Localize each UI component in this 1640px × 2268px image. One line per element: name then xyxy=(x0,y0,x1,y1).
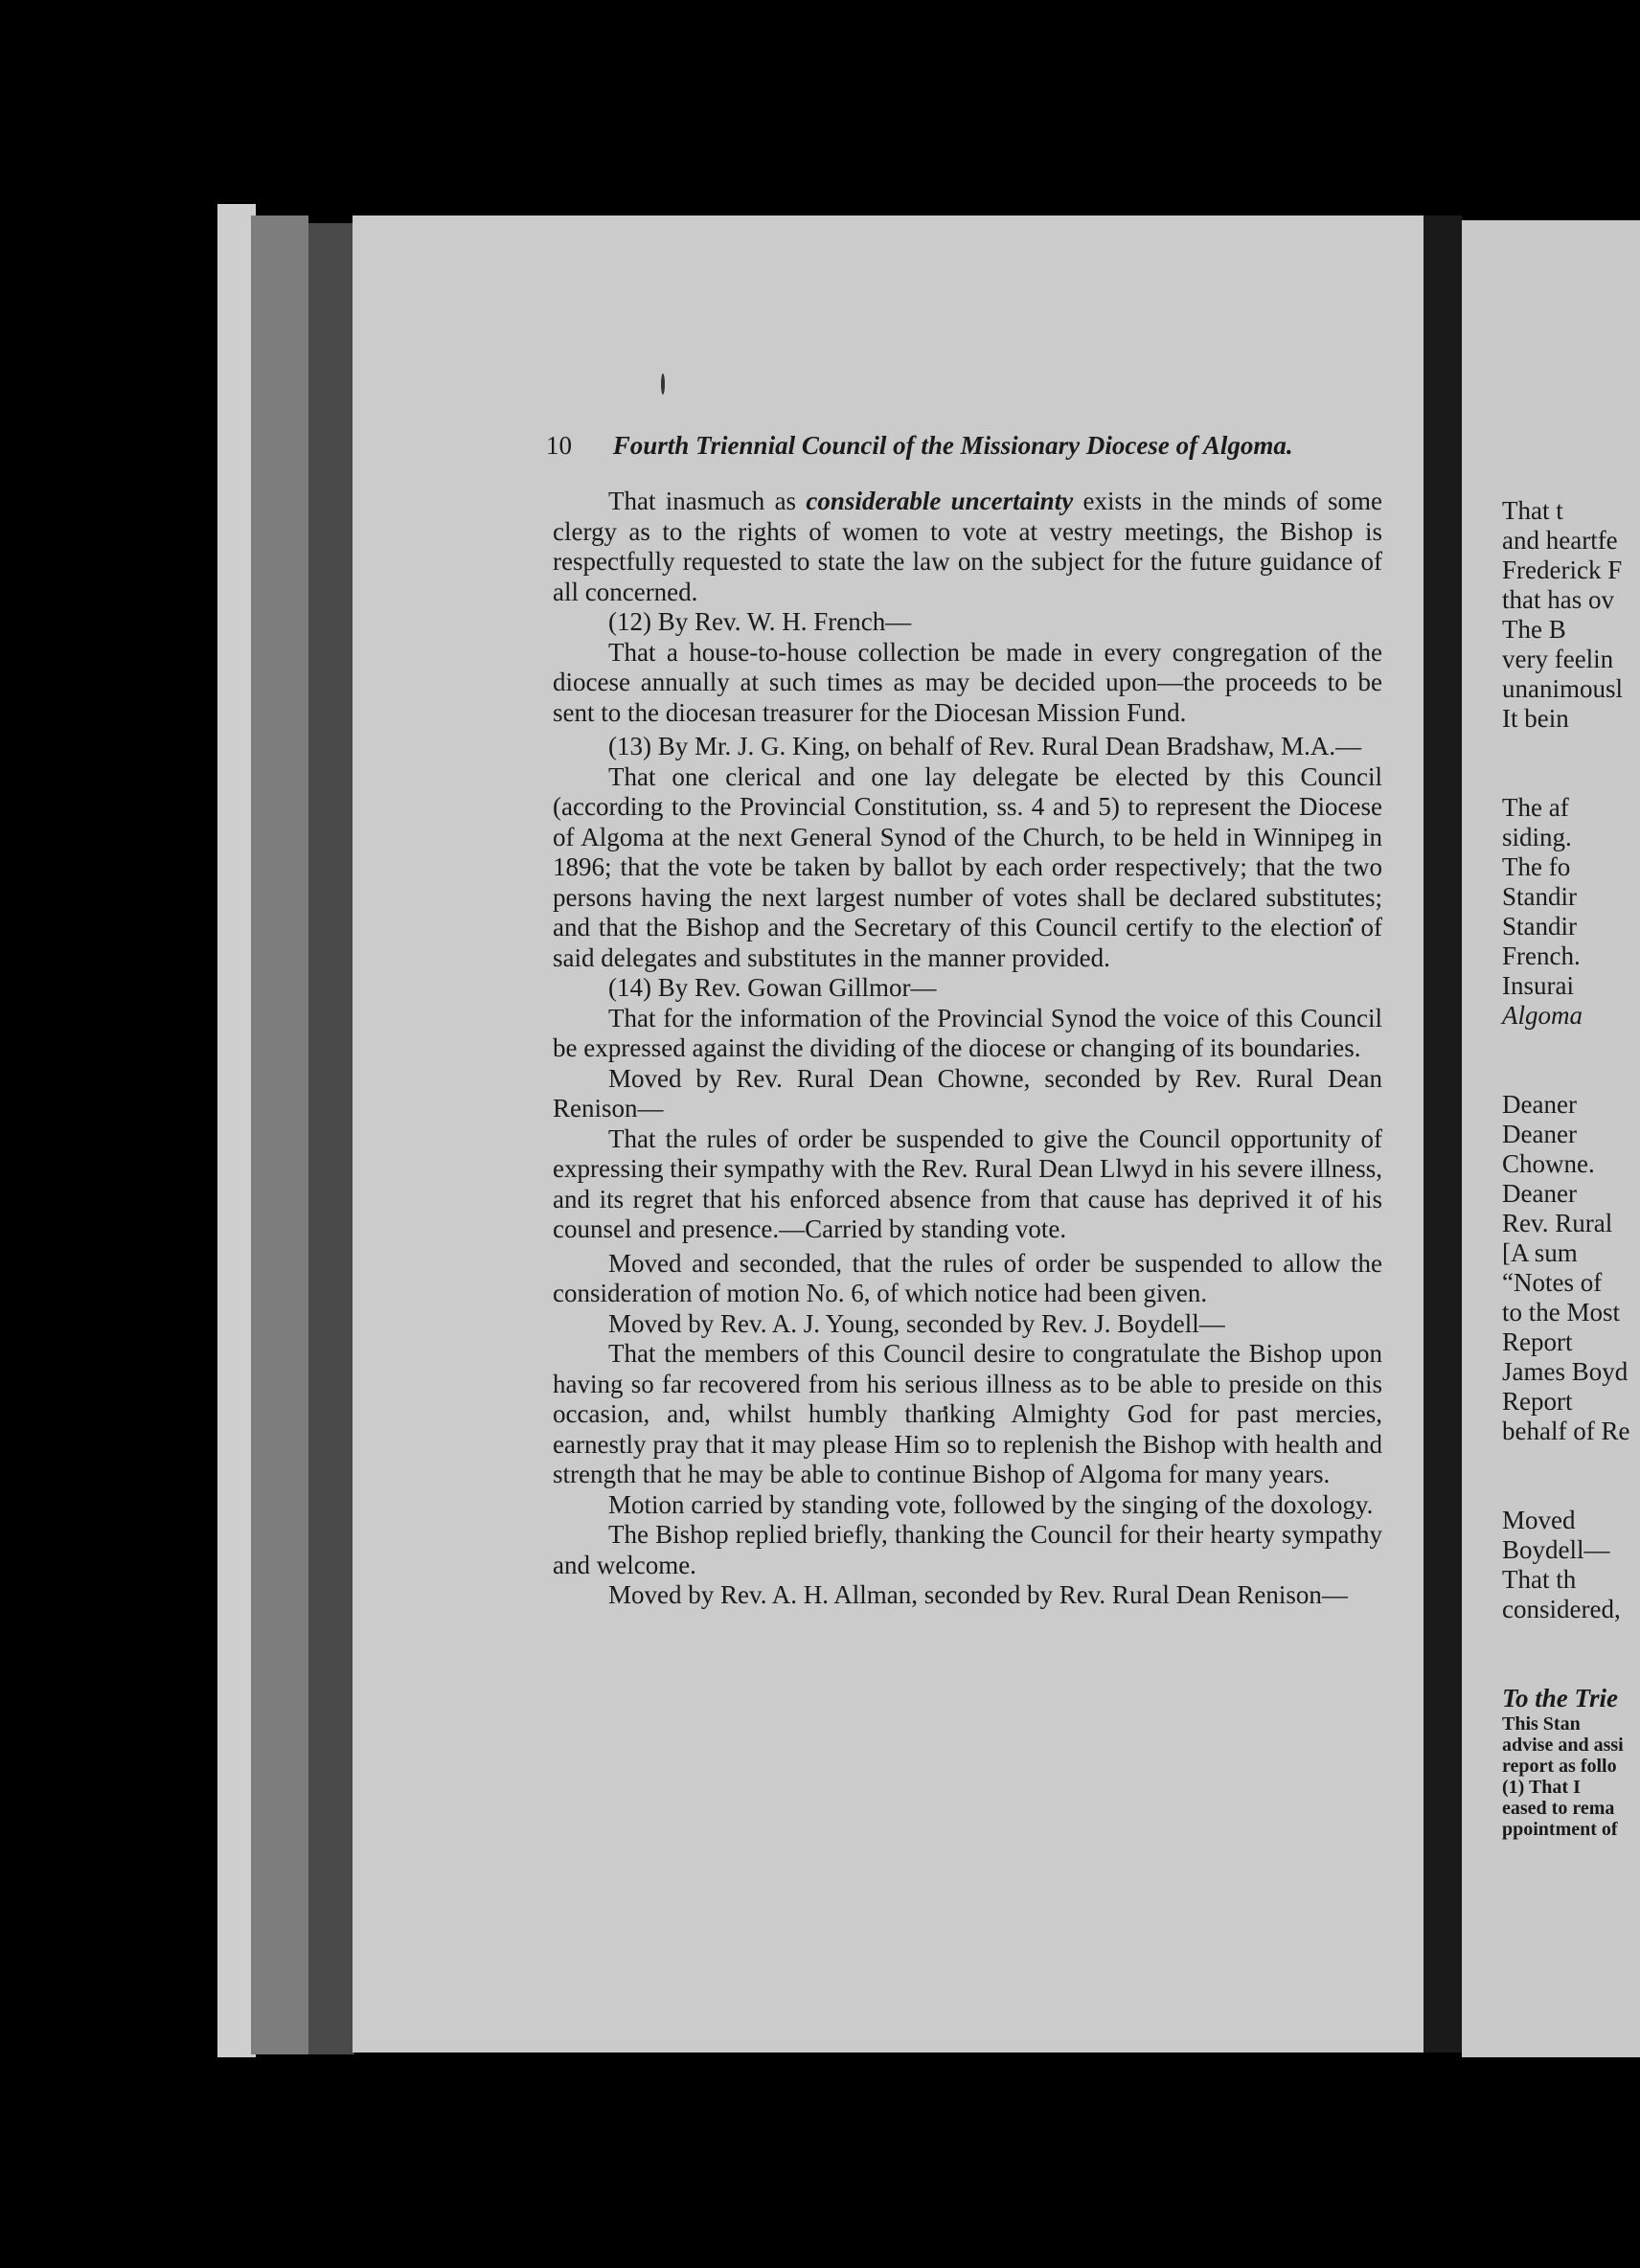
paragraph-text: That inasmuch as xyxy=(608,487,807,515)
page-body xyxy=(553,487,1382,1611)
facing-page-line: The B xyxy=(1502,615,1566,644)
facing-page-line: Deaner xyxy=(1502,1179,1577,1208)
facing-page-line: unanimousl xyxy=(1502,674,1623,703)
facing-page-line: Standir xyxy=(1502,912,1577,941)
facing-page-line: advise and assi xyxy=(1502,1735,1624,1756)
facing-page-line: very feelin xyxy=(1502,645,1614,673)
facing-page-line: James Boyd xyxy=(1502,1357,1629,1386)
facing-page-line: Standir xyxy=(1502,882,1577,911)
emphasis-text: considerable uncertainty xyxy=(806,487,1074,515)
paragraph: Moved by Rev. Rural Dean Chowne, seconded by Rev. Rural Dean Renison— xyxy=(553,1063,1382,1123)
facing-page-line xyxy=(1502,1446,1640,1476)
facing-page-line: Chowne. xyxy=(1502,1149,1595,1178)
facing-page-line: Frederick F xyxy=(1502,556,1623,584)
paragraph: That the members of this Council desire to congratulate the Bishop upon having so far recovered from his serious illness as to be able to preside on this occasion, and, whilst humbly thanking Almighty God for past mercies, earnestly pray that it may please Him so to replenish the Bishop with health and strength that he may be able to continue Bishop of Algoma for many years. xyxy=(553,1339,1382,1488)
facing-page-line: Moved xyxy=(1502,1506,1576,1534)
paragraph: That for the information of the Provincial Synod the voice of this Council be expressed against the dividing of the diocese or changing of its boundaries. xyxy=(553,1003,1382,1062)
facing-page-line: siding. xyxy=(1502,823,1572,851)
facing-page-line: Deaner xyxy=(1502,1090,1577,1119)
facing-page-line: That t xyxy=(1502,496,1563,525)
facing-page-line: Deaner xyxy=(1502,1120,1577,1148)
facing-page-line: report as follo xyxy=(1502,1756,1617,1777)
facing-page-line: [A sum xyxy=(1502,1238,1578,1267)
facing-page-line: The af xyxy=(1502,793,1569,822)
facing-page-line: Insurai xyxy=(1502,971,1574,1000)
facing-page-line: French. xyxy=(1502,941,1581,970)
facing-page-line xyxy=(1502,1624,1640,1654)
facing-page-line: Rev. Rural xyxy=(1502,1209,1613,1237)
page-edge xyxy=(217,204,256,2057)
facing-page-line: To the Trie xyxy=(1502,1684,1618,1712)
facing-page-text xyxy=(1502,496,1640,1840)
facing-page-line: eased to rema xyxy=(1502,1798,1615,1819)
paragraph-text: exists in the minds of some clergy as to the rights of women to vote at vestry meetings, the Bishop is respectfully requested to state the law on the subject for the future guidance of all concerned. xyxy=(553,487,1383,606)
running-title: Fourth Triennial Council of the Missionary Diocese of Algoma. xyxy=(612,431,1293,460)
paragraph: (12) By Rev. W. H. French— xyxy=(608,607,912,636)
paragraph: (13) By Mr. J. G. King, on behalf of Rev. Rural Dean Bradshaw, M.A.— xyxy=(608,732,1362,760)
facing-page-line: considered, xyxy=(1502,1595,1621,1623)
book-gutter xyxy=(1424,215,1462,2053)
paragraph: Moved and seconded, that the rules of order be suspended to allow the consideration of motion No. 6, of which notice had been given. xyxy=(553,1248,1382,1307)
paragraph: Moved by Rev. A. J. Young, seconded by Rev. J. Boydell— xyxy=(608,1308,1225,1338)
paragraph: That the rules of order be suspended to give the Council opportunity of expressing their sympathy with the Rev. Rural Dean Llwyd in his severe illness, and its regret that his enforced absence from that cause has deprived it of his counsel and presence.—Carried by standing vote. xyxy=(553,1123,1382,1243)
facing-page-line: Report xyxy=(1502,1327,1573,1356)
scan-mark xyxy=(661,374,665,395)
paragraph: The Bishop replied briefly, thanking the Council for their hearty sympathy and welcome. xyxy=(553,1520,1382,1579)
facing-page-line: Algoma xyxy=(1502,1001,1583,1030)
facing-page-line: and heartfe xyxy=(1502,526,1618,555)
facing-page-line: that has ov xyxy=(1502,585,1614,614)
facing-page-line: (1) That I xyxy=(1502,1777,1581,1798)
facing-page-line: to the Most xyxy=(1502,1298,1621,1327)
paragraph: Moved by Rev. A. H. Allman, seconded by Rev. Rural Dean Renison— xyxy=(608,1580,1348,1609)
paragraph: Motion carried by standing vote, followed by the singing of the doxology. xyxy=(608,1489,1374,1519)
facing-page-line xyxy=(1502,1654,1640,1684)
page-edge xyxy=(251,215,308,2054)
facing-page-line xyxy=(1502,763,1640,793)
facing-page-line: behalf of Re xyxy=(1502,1417,1630,1445)
facing-page-line: ppointment of xyxy=(1502,1819,1618,1840)
facing-page-line: It bein xyxy=(1502,704,1569,733)
facing-page-line xyxy=(1502,1060,1640,1090)
facing-page-line xyxy=(1502,1476,1640,1506)
facing-page-line xyxy=(1502,734,1640,763)
facing-page-line: This Stan xyxy=(1502,1713,1581,1735)
paragraph: (14) By Rev. Gowan Gillmor— xyxy=(608,973,937,1002)
facing-page-line: “Notes of xyxy=(1502,1268,1603,1297)
paragraph xyxy=(553,487,1382,607)
facing-page-line: The fo xyxy=(1502,852,1571,881)
paragraph: That a house-to-house collection be made in every congregation of the diocese annually at such times as may be decided upon—the proceeds to be sent to the diocesan treasurer for the Diocesan Mission Fund. xyxy=(553,637,1382,727)
running-header xyxy=(546,431,1312,461)
paragraph: That one clerical and one lay delegate be elected by this Council (according to the Provincial Constitution, ss. 4 and 5) to represent the Diocese of Algoma at the next General Synod of the Church, to be held in Winnipeg in 1896; that the vote be taken by ballot by each order respectively; that the two persons having the next largest number of votes shall be declared substitutes; and that the Bishop and the Secretary of this Council certify to the election of said delegates and substitutes in the manner provided. xyxy=(553,761,1382,972)
page-edge-shadow xyxy=(308,223,354,2054)
facing-page-line: Boydell— xyxy=(1502,1535,1610,1564)
facing-page-line xyxy=(1502,1031,1640,1060)
page-number: 10 xyxy=(546,431,572,460)
facing-page-line: That th xyxy=(1502,1565,1577,1594)
facing-page-line: Report xyxy=(1502,1387,1573,1416)
